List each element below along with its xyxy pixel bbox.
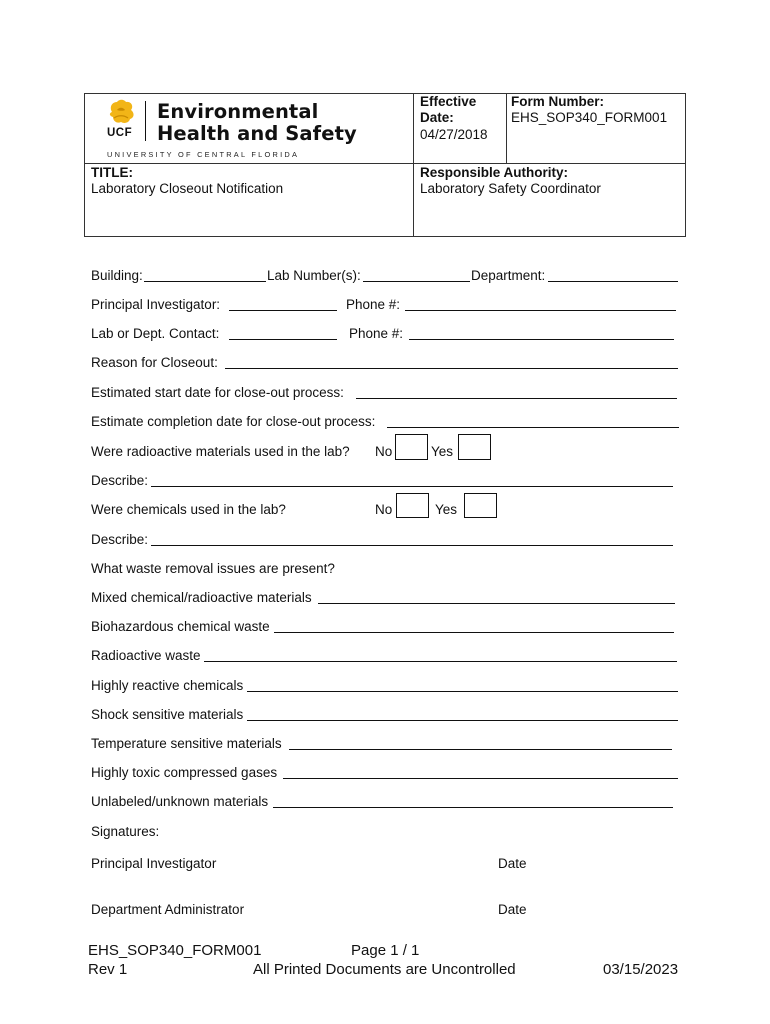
phone2-label: Phone #: [349,326,404,341]
logo-org-line2: Health and Safety [157,122,357,145]
waste-question: What waste removal issues are present? [91,561,335,576]
pi-label: Principal Investigator: [91,297,221,312]
header-divider-horizontal [84,163,686,164]
waste-item-label: Radioactive waste [91,648,201,663]
pi-field[interactable] [229,310,337,311]
pi-signature-date-label: Date [498,856,527,871]
describe2-label: Describe: [91,532,149,547]
waste-item-label: Biohazardous chemical waste [91,619,270,634]
department-field[interactable] [548,281,678,282]
waste-item-label: Mixed chemical/radioactive materials [91,590,312,605]
radio-yes-checkbox[interactable] [458,434,491,460]
logo-university: UNIVERSITY OF CENTRAL FLORIDA [107,150,300,159]
title-value: Laboratory Closeout Notification [91,181,284,196]
logo-separator [145,101,146,141]
waste-item-label: Unlabeled/unknown materials [91,794,269,809]
lab-number-field[interactable] [363,281,470,282]
phone2-field[interactable] [409,339,674,340]
chem-no-label: No [375,502,393,517]
waste-item-field[interactable] [204,661,677,662]
contact-label: Lab or Dept. Contact: [91,326,220,341]
footer-rev: Rev 1 [88,961,128,978]
waste-item-label: Highly toxic compressed gases [91,765,278,780]
start-date-field[interactable] [356,398,677,399]
describe2-field[interactable] [151,545,673,546]
waste-item-label: Highly reactive chemicals [91,678,244,693]
waste-item-field[interactable] [283,778,678,779]
waste-item-field[interactable] [274,632,674,633]
describe1-field[interactable] [151,486,673,487]
signatures-heading: Signatures: [91,824,160,839]
effective-date: 04/27/2018 [420,127,488,142]
form-number-label: Form Number: [511,94,605,109]
waste-item-field[interactable] [273,807,673,808]
department-label: Department: [471,268,546,283]
chem-no-checkbox[interactable] [396,493,429,518]
phone1-label: Phone #: [346,297,401,312]
completion-date-field[interactable] [387,427,679,428]
phone1-field[interactable] [405,310,676,311]
lab-number-label: Lab Number(s): [267,268,361,283]
pi-signature-label: Principal Investigator [91,856,217,871]
chem-yes-label: Yes [435,502,458,517]
footer-date: 03/15/2023 [603,961,679,978]
radio-no-checkbox[interactable] [395,434,428,460]
authority-value: Laboratory Safety Coordinator [420,181,601,196]
footer-notice: All Printed Documents are Uncontrolled [253,961,516,978]
start-date-label: Estimated start date for close-out process: [91,385,344,400]
radio-question: Were radioactive materials used in the lab? [91,444,350,459]
admin-signature-label: Department Administrator [91,902,245,917]
chem-question: Were chemicals used in the lab? [91,502,286,517]
waste-item-field[interactable] [247,691,678,692]
radio-yes-label: Yes [431,444,454,459]
header-divider-vertical [413,93,414,237]
effective-label-1: Effective [420,94,477,109]
reason-label: Reason for Closeout: [91,355,218,370]
effective-label-2: Date: [420,110,454,125]
waste-item-field[interactable] [289,749,672,750]
authority-label: Responsible Authority: [420,165,569,180]
header-divider-vertical-2 [506,93,507,164]
logo-org-line1: Environmental [157,100,319,123]
form-number-value: EHS_SOP340_FORM001 [511,110,668,125]
contact-field[interactable] [229,339,337,340]
logo-ucf-text: UCF [107,127,133,139]
waste-item-label: Shock sensitive materials [91,707,244,722]
waste-item-field[interactable] [318,603,675,604]
footer-form-id: EHS_SOP340_FORM001 [88,942,262,959]
building-label: Building: [91,268,143,283]
reason-field[interactable] [225,368,678,369]
admin-signature-date-label: Date [498,902,527,917]
footer-page: Page 1 / 1 [351,942,420,959]
waste-item-field[interactable] [247,720,678,721]
waste-item-label: Temperature sensitive materials [91,736,282,751]
building-field[interactable] [144,281,266,282]
title-label: TITLE: [91,165,133,180]
completion-date-label: Estimate completion date for close-out process: [91,414,376,429]
radio-no-label: No [375,444,393,459]
chem-yes-checkbox[interactable] [464,493,497,518]
describe1-label: Describe: [91,473,149,488]
